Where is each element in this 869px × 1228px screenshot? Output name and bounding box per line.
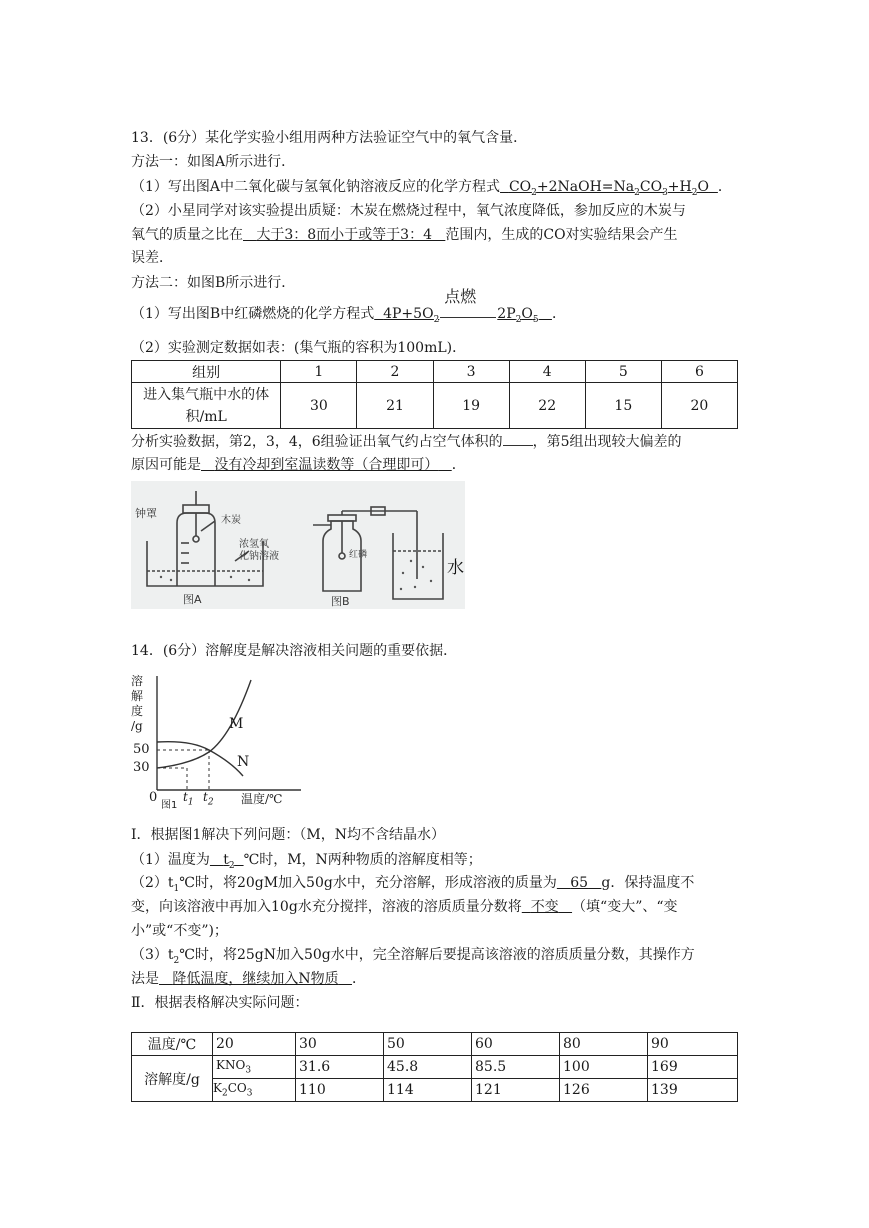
sub: 2 <box>634 187 640 198</box>
table-cell: 126 <box>560 1079 648 1102</box>
row-label-line: 积/mL <box>185 408 227 425</box>
table-cell: 45.8 <box>384 1056 472 1079</box>
sub: 1 <box>187 797 194 808</box>
sub: 3 <box>246 1088 253 1099</box>
table-cell: 21 <box>357 383 433 429</box>
graph-svg <box>131 672 311 812</box>
tick-origin: 0 <box>149 790 158 805</box>
q14-solubility-table <box>131 1032 738 1102</box>
label-honglin: 红磷 <box>349 550 368 560</box>
table-cell: 121 <box>472 1079 560 1102</box>
solubility-graph <box>131 672 311 812</box>
sub: 1 <box>173 883 180 894</box>
sub: 3 <box>245 1065 252 1076</box>
table-header: 组别 <box>132 361 281 383</box>
period: ． <box>351 971 366 987</box>
q14-p1-q2-line2 <box>131 897 678 917</box>
q13-m1-q1-text: （1）写出图A中二氧化碳与氢氧化钠溶液反应的化学方程式 <box>131 179 501 195</box>
table-header: 1 <box>281 361 357 383</box>
table-row <box>132 1056 738 1079</box>
table-header: 温度/℃ <box>132 1033 213 1056</box>
text: g．保持温度不 <box>601 875 695 891</box>
period: ． <box>451 457 466 473</box>
label-line: 化钠溶液 <box>239 551 279 562</box>
text: （填“变大”、“变 <box>572 899 678 915</box>
text: （3）t <box>131 947 174 963</box>
ans-part: +2NaOH=Na <box>536 179 635 195</box>
q13-title: 13．(6分）某化学实验小组用两种方法验证空气中的氧气含量． <box>131 130 528 146</box>
sub: 2 <box>173 955 180 966</box>
table-cell: 20 <box>213 1033 296 1056</box>
q13-analysis-answer <box>201 457 452 473</box>
formula-text: K <box>213 1081 222 1096</box>
q13-data-table <box>131 360 738 429</box>
ans-text: t <box>223 852 229 868</box>
q13-m1-q1 <box>131 177 732 203</box>
label-line: 浓氢氧 <box>239 539 269 550</box>
q13-m2-q2: （2）实验测定数据如表：(集气瓶的容积为100mL)． <box>131 340 467 356</box>
table-cell: 169 <box>648 1056 738 1079</box>
text: ℃时，将25gN加入50g水中，完全溶解后要提高该溶液的溶质质量分数，其操作方 <box>179 947 695 963</box>
sub: 2 <box>433 314 440 325</box>
row-label <box>132 383 281 429</box>
q13-method1: 方法一：如图A所示进行． <box>131 154 296 170</box>
tick-30: 30 <box>133 760 150 775</box>
formula-text: KNO <box>216 1058 246 1073</box>
label-naoh <box>239 539 279 563</box>
q14-p1-q1-answer <box>210 852 244 871</box>
ans-part: CO <box>639 179 663 195</box>
ans-text: 不变 <box>530 899 559 915</box>
row-label: 溶解度/g <box>132 1056 213 1102</box>
table-header: 5 <box>585 361 661 383</box>
ans-text: 没有冷却到室温读数等（合理即可） <box>214 457 439 473</box>
substance-k2co3 <box>213 1079 296 1102</box>
q13-m2-q1-answer <box>374 306 440 325</box>
sub: 2 <box>691 187 698 198</box>
q14-title: 14．(6分）溶解度是解决溶液相关问题的重要依据． <box>131 643 458 659</box>
q13-m1-q2-line2 <box>131 225 678 245</box>
tick-t1 <box>183 790 194 807</box>
sub: 3 <box>662 187 668 198</box>
q14-part2-intro: Ⅱ．根据表格解决实际问题： <box>131 995 309 1011</box>
apparatus-diagram <box>131 481 465 609</box>
figure-1-label: 图1 <box>161 800 178 811</box>
sub: 2 <box>515 314 522 325</box>
ans-part: O <box>697 179 709 195</box>
table-cell: 31.6 <box>296 1056 384 1079</box>
apparatus-figure <box>131 481 465 609</box>
ans-part: O <box>521 306 533 322</box>
table-cell: 50 <box>384 1033 472 1056</box>
figure-a-label: 图A <box>183 593 202 606</box>
text: 氧气的质量之比在 <box>131 227 243 243</box>
label-zhongzhao: 钟罩 <box>135 507 157 520</box>
q13-m2-q1-answer-b <box>497 306 552 325</box>
table-cell: 22 <box>509 383 585 429</box>
ylabel-char: 溶 <box>131 674 144 688</box>
graph-xlabel: 温度/℃ <box>241 792 283 806</box>
answer-blank <box>503 431 533 446</box>
formula-text: CO <box>227 1081 247 1096</box>
ans-part: +H <box>667 179 692 195</box>
text: 范围内，生成的CO对实验结果会产生 <box>445 227 678 243</box>
q14-p1-q2-answer2 <box>522 899 572 915</box>
q13-method2: 方法二：如图B所示进行． <box>131 275 296 291</box>
tick-t2 <box>203 790 214 807</box>
q14-p1-q2-answer <box>557 875 602 891</box>
reaction-arrow <box>440 287 496 318</box>
q13-m1-q2-line3: 误差． <box>131 250 173 266</box>
label-mutan: 木炭 <box>221 515 241 526</box>
text: 原因可能是 <box>131 457 201 473</box>
table-cell: 90 <box>648 1033 738 1056</box>
table-cell: 114 <box>384 1079 472 1102</box>
table-cell: 100 <box>560 1056 648 1079</box>
label-water: 水 <box>447 558 464 578</box>
q13-m1-q1-answer <box>500 179 718 198</box>
figure-b-label: 图B <box>331 595 350 608</box>
ylabel-char: 度 <box>131 704 144 718</box>
period: ． <box>551 306 566 322</box>
tick-text: t <box>203 790 208 804</box>
table-cell: 30 <box>281 383 357 429</box>
tick-text: t <box>183 790 188 804</box>
ylabel-char: /g <box>131 719 143 733</box>
q14-part1-intro: Ⅰ．根据图1解决下列问题：（M，N均不含结晶水） <box>131 827 446 843</box>
curve-n <box>157 742 243 776</box>
text: 法是 <box>131 971 159 987</box>
table-cell: 15 <box>585 383 661 429</box>
table-cell: 30 <box>296 1033 384 1056</box>
text: ，第5组出现较大偏差的 <box>532 434 682 450</box>
sub: 2 <box>228 860 235 871</box>
table-row <box>132 361 738 383</box>
text: 变，向该溶液中再加入10g水充分搅拌，溶液的溶质质量分数将 <box>131 899 522 915</box>
substance-kno3 <box>213 1056 296 1079</box>
tick-50: 50 <box>133 742 150 757</box>
text: ℃时，M，N两种物质的溶解度相等； <box>243 852 482 868</box>
q13-analysis-line2 <box>131 455 466 475</box>
q14-p1-q3-answer <box>159 971 352 987</box>
ans-part: CO <box>508 179 532 195</box>
ans-text: 大于3：8而小于或等于3：4 <box>256 227 432 243</box>
q13-analysis-line1 <box>131 431 682 452</box>
q14-p1-q1 <box>131 850 482 876</box>
table-cell: 139 <box>648 1079 738 1102</box>
sub: 2 <box>207 797 214 808</box>
table-row <box>132 383 738 429</box>
q13-m1-q2-answer <box>243 227 445 243</box>
table-cell: 80 <box>560 1033 648 1056</box>
sub: 5 <box>532 314 539 325</box>
table-cell: 110 <box>296 1079 384 1102</box>
table-row <box>132 1033 738 1056</box>
ans-part: 2P <box>497 306 516 322</box>
sub: 2 <box>221 1088 228 1099</box>
sub: 2 <box>531 187 537 198</box>
table-header: 3 <box>433 361 509 383</box>
period: ． <box>717 179 732 195</box>
table-cell: 19 <box>433 383 509 429</box>
q14-p1-q2-line3: 小”或“不变”)； <box>131 923 228 939</box>
q14-p1-q3-line2 <box>131 969 366 989</box>
ans-text: 65 <box>570 875 589 891</box>
ans-part: 4P+5O <box>383 306 434 322</box>
q13-m1-q2-line1: （2）小星同学对该实验提出质疑：木炭在燃烧过程中，氧气浓度降低，参加反应的木炭与 <box>131 203 686 219</box>
text: （2）t <box>131 875 174 891</box>
q13-m2-q1 <box>131 287 566 330</box>
row-label-line: 进入集气瓶中水的体 <box>143 386 270 403</box>
text: 分析实验数据，第2，3，4，6组验证出氧气约占空气体积的 <box>131 434 503 450</box>
text: ℃时，将20gM加入50g水中，充分溶解，形成溶液的质量为 <box>179 875 557 891</box>
text: （1）温度为 <box>131 852 210 868</box>
table-header: 6 <box>661 361 737 383</box>
table-header: 4 <box>509 361 585 383</box>
ylabel-char: 解 <box>131 689 144 703</box>
q14-p1-q2-line1 <box>131 873 694 899</box>
table-row <box>132 1079 738 1102</box>
graph-ylabel <box>131 674 145 734</box>
table-header: 2 <box>357 361 433 383</box>
table-cell: 20 <box>661 383 737 429</box>
table-cell: 85.5 <box>472 1056 560 1079</box>
text: （1）写出图B中红磷燃烧的化学方程式 <box>131 306 375 322</box>
table-cell: 60 <box>472 1033 560 1056</box>
label-n: N <box>237 754 250 770</box>
label-m: M <box>229 716 244 732</box>
reaction-condition: 点燃 <box>444 287 477 306</box>
q14-p1-q3-line1 <box>131 945 695 971</box>
ans-text: 降低温度，继续加入N物质 <box>172 971 339 987</box>
